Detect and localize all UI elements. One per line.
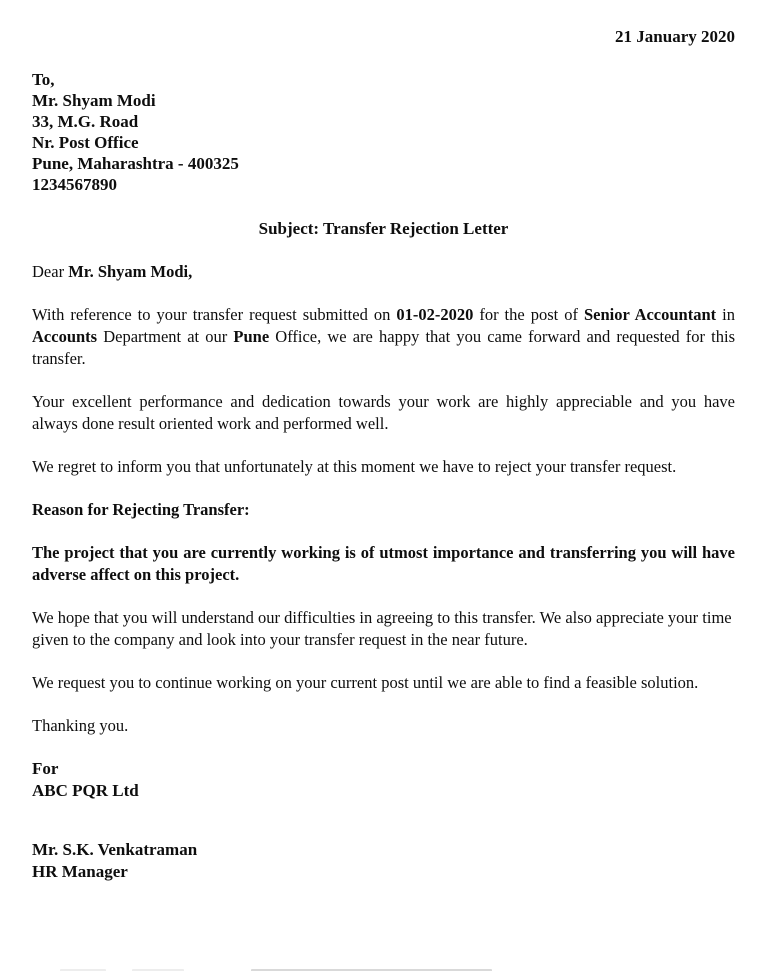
paragraph-request: We request you to continue working on your current post until we are able to find a feasible solution. — [32, 673, 699, 692]
reason-heading: Reason for Rejecting Transfer: — [32, 500, 250, 519]
recipient-to-line: To, — [32, 70, 55, 89]
recipient-phone: 1234567890 — [32, 175, 117, 194]
paragraph-regret: We regret to inform you that unfortunately at this moment we have to reject your transfer request. — [32, 457, 677, 476]
signature-for-line: For — [32, 759, 59, 778]
recipient-address-line-2: Nr. Post Office — [32, 133, 139, 152]
greeting: Dear Mr. Shyam Modi, — [32, 262, 193, 281]
recipient-address-line-3: Pune, Maharashtra - 400325 — [32, 154, 239, 173]
subject-line: Subject: Transfer Rejection Letter — [258, 219, 509, 238]
recipient-name: Mr. Shyam Modi — [32, 91, 156, 110]
reason-text: The project that you are currently working is of utmost importance and transferring you will have adverse affect on this project. — [32, 543, 735, 584]
closing-line: Thanking you. — [32, 716, 129, 735]
signer-block — [32, 839, 735, 883]
recipient-address-line-1: 33, M.G. Road — [32, 112, 139, 131]
signature-company: ABC PQR Ltd — [32, 781, 139, 800]
signature-company-block — [32, 758, 735, 802]
signer-title: HR Manager — [32, 862, 128, 881]
paragraph-reference: With reference to your transfer request submitted on 01-02-2020 for the post of Senior Accountant in Accounts Department at our Pune Office, we are happy that you came forward and requested for this transfer. — [32, 305, 735, 368]
letter-date: 21 January 2020 — [615, 27, 735, 46]
paragraph-performance: Your excellent performance and dedication towards your work are highly appreciable and you have always done result oriented work and performed well. — [32, 392, 735, 433]
recipient-block — [32, 69, 735, 195]
paragraph-hope: We hope that you will understand our difficulties in agreeing to this transfer. We also appreciate your time given to the company and look into your transfer request in the near future. — [32, 608, 732, 649]
signer-name: Mr. S.K. Venkatraman — [32, 840, 198, 859]
